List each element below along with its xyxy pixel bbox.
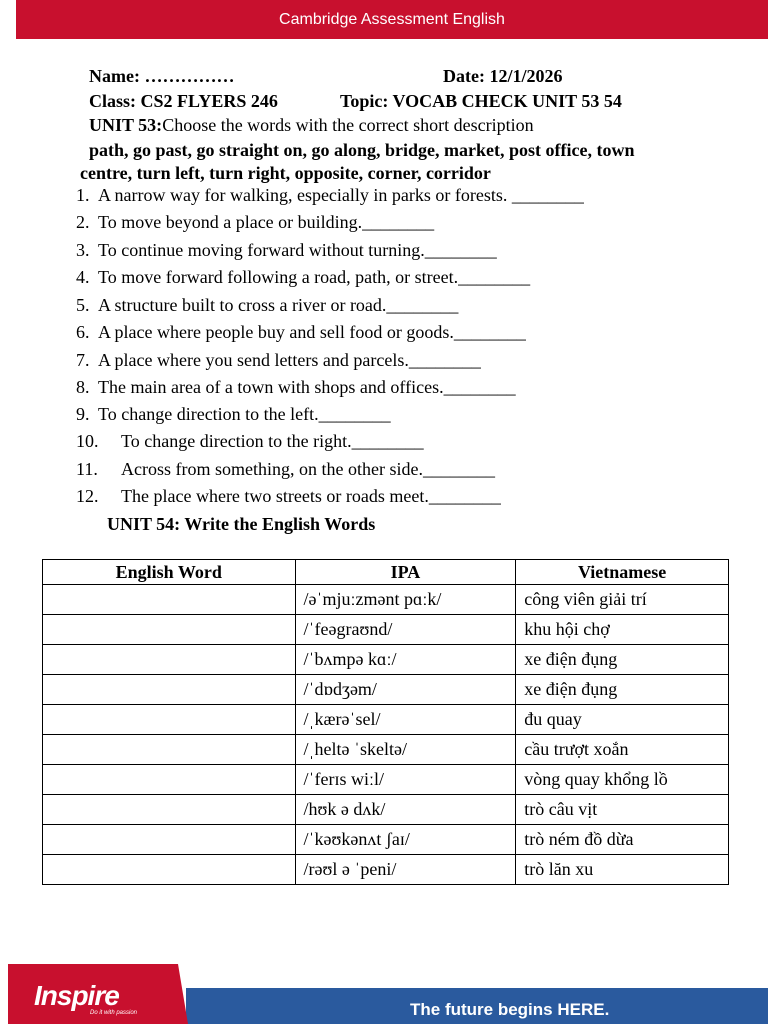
question-number: 3. (76, 240, 90, 260)
table-row (43, 645, 729, 675)
question-text: To move forward following a road, path, or street.________ (98, 267, 531, 287)
english-word-cell[interactable] (43, 615, 296, 645)
name-field: Name: …………… (89, 66, 235, 86)
unit53-heading: UNIT 53: (89, 115, 163, 135)
ipa-cell: /hʊk ə dʌk/ (295, 795, 516, 825)
table-row (43, 585, 729, 615)
footer-tagline: The future begins HERE. (410, 1000, 610, 1019)
question-text: A place where people buy and sell food or goods.________ (98, 322, 526, 342)
english-word-cell[interactable] (43, 675, 296, 705)
question-text: A narrow way for walking, especially in parks or forests. ________ (98, 185, 584, 205)
unit54-heading: UNIT 54: Write the English Words (107, 514, 376, 534)
topic-field: Topic: VOCAB CHECK UNIT 53 54 (340, 91, 622, 111)
ipa-cell: /ˈkəʊkənʌt ʃaɪ/ (295, 825, 516, 855)
vietnamese-cell: xe điện đụng (516, 645, 729, 675)
footer (0, 964, 768, 1024)
ipa-cell: /əˈmjuːzmənt pɑːk/ (295, 585, 516, 615)
column-header-ipa: IPA (295, 560, 516, 585)
table-row (43, 795, 729, 825)
english-word-cell[interactable] (43, 855, 296, 885)
question-text: To move beyond a place or building.________ (98, 212, 435, 232)
question-text: A place where you send letters and parcels.________ (98, 350, 481, 370)
question-text: Across from something, on the other side.________ (121, 459, 495, 479)
english-word-cell[interactable] (43, 645, 296, 675)
vietnamese-cell: đu quay (516, 705, 729, 735)
question-number: 1. (76, 185, 90, 205)
column-header-english: English Word (43, 560, 296, 585)
english-word-cell[interactable] (43, 765, 296, 795)
question-number: 6. (76, 322, 90, 342)
vietnamese-cell: cầu trượt xoắn (516, 735, 729, 765)
question-number: 11. (76, 459, 98, 479)
vocab-table (42, 559, 729, 885)
ipa-cell: /ˈbʌmpə kɑː/ (295, 645, 516, 675)
table-row (43, 615, 729, 645)
table-row (43, 825, 729, 855)
question-text: The place where two streets or roads meet.________ (121, 486, 501, 506)
vietnamese-cell: xe điện đụng (516, 675, 729, 705)
question-number: 10. (76, 431, 99, 451)
ipa-cell: /ˌkærəˈsel/ (295, 705, 516, 735)
question-number: 12. (76, 486, 99, 506)
question-number: 7. (76, 350, 90, 370)
english-word-cell[interactable] (43, 735, 296, 765)
unit53-instruction: Choose the words with the correct short description (162, 115, 534, 135)
date-field: Date: 12/1/2026 (443, 66, 563, 86)
question-text: A structure built to cross a river or road.________ (98, 295, 459, 315)
vietnamese-cell: trò câu vịt (516, 795, 729, 825)
question-number: 5. (76, 295, 90, 315)
vietnamese-cell: vòng quay khổng lồ (516, 765, 729, 795)
vietnamese-cell: trò ném đồ dừa (516, 825, 729, 855)
word-bank-line-2: centre, turn left, turn right, opposite, corner, corridor (80, 163, 491, 183)
class-field: Class: CS2 FLYERS 246 (89, 91, 278, 111)
ipa-cell: /ˈferɪs wiːl/ (295, 765, 516, 795)
english-word-cell[interactable] (43, 795, 296, 825)
question-text: To change direction to the right.________ (121, 431, 424, 451)
table-header-row (43, 560, 729, 585)
english-word-cell[interactable] (43, 705, 296, 735)
inspire-logo: Inspire (34, 980, 119, 1011)
ipa-cell: /rəʊl ə ˈpeni/ (295, 855, 516, 885)
logo-subtitle: Do it with passion (90, 1010, 138, 1016)
unit53-heading-line (89, 114, 534, 136)
table-row (43, 855, 729, 885)
column-header-vietnamese: Vietnamese (516, 560, 729, 585)
english-word-cell[interactable] (43, 825, 296, 855)
question-number: 9. (76, 404, 90, 424)
question-number: 2. (76, 212, 90, 232)
question-number: 4. (76, 267, 90, 287)
word-bank-line-1: path, go past, go straight on, go along, bridge, market, post office, town (89, 140, 635, 160)
vietnamese-cell: trò lăn xu (516, 855, 729, 885)
table-row (43, 705, 729, 735)
question-text: To change direction to the left.________ (98, 404, 391, 424)
ipa-cell: /ˌheltə ˈskeltə/ (295, 735, 516, 765)
question-number: 8. (76, 377, 90, 397)
vietnamese-cell: công viên giải trí (516, 585, 729, 615)
english-word-cell[interactable] (43, 585, 296, 615)
question-text: The main area of a town with shops and offices.________ (98, 377, 516, 397)
ipa-cell: /ˈfeəgraʊnd/ (295, 615, 516, 645)
table-row (43, 675, 729, 705)
header-banner: Cambridge Assessment English (16, 0, 768, 39)
ipa-cell: /ˈdɒdʒəm/ (295, 675, 516, 705)
question-text: To continue moving forward without turning.________ (98, 240, 497, 260)
table-row (43, 765, 729, 795)
vietnamese-cell: khu hội chợ (516, 615, 729, 645)
table-row (43, 735, 729, 765)
